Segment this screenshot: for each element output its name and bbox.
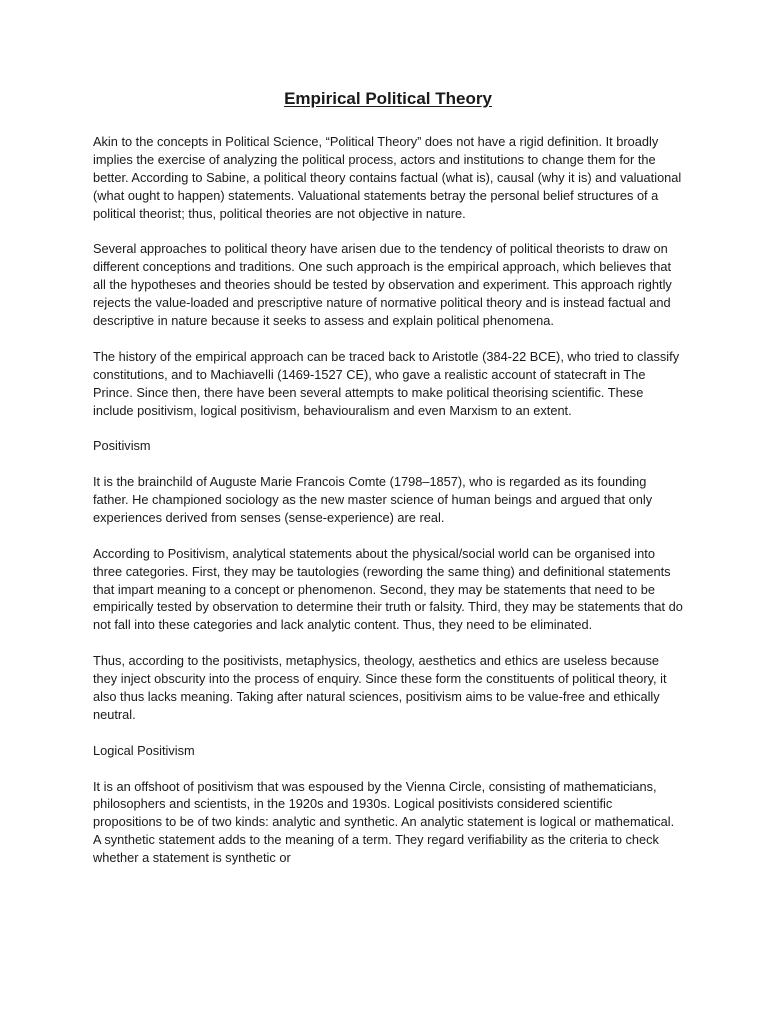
document-page (93, 88, 683, 885)
paragraph-approaches: Several approaches to political theory have arisen due to the tendency of political theorists to draw on different conceptions and traditions. One such approach is the empirical approach, which believes that all the hypotheses and theories should be tested by observation and experiment. This approach rightly rejects the value-loaded and prescriptive nature of normative political theory and is instead factual and descriptive in nature because it seeks to assess and explain political phenomena. (93, 241, 672, 329)
paragraph-vienna-circle: It is an offshoot of positivism that was espoused by the Vienna Circle, consisting of mathematicians, philosophers and scientists, in the 1920s and 1930s. Logical positivists considered scientific propositions to be of two kinds: analytic and synthetic. An analytic statement is logical or mathematical. A synthetic statement adds to the meaning of a term. They regard verifiability as the criteria to check whether a statement is synthetic or (93, 778, 675, 866)
paragraph-intro: Akin to the concepts in Political Science, “Political Theory” does not have a rigid definition. It broadly implies the exercise of analyzing the political process, actors and institutions to change them for the better. According to Sabine, a political theory contains factual (what is), causal (why it is) and valuational (what ought to happen) statements. Valuational statements betray the personal belief structures of a political theorist; thus, political theories are not objective in nature. (93, 134, 682, 221)
paragraph-categories: According to Positivism, analytical statements about the physical/social world can be organised into three categories. First, they may be tautologies (rewording the same thing) and definitional statements that impart meaning to a concept or phenomenon. Second, they may be statements that need to be empirically tested by observation to determine their truth or falsity. Third, they may be statements that do not fall into these categories and lack analytic content. Thus, they need to be eliminated. (93, 545, 683, 633)
paragraph-positivists: Thus, according to the positivists, metaphysics, theology, aesthetics and ethics are useless because they inject obscurity into the process of enquiry. Since these form the constituents of political theory, it also thus lacks meaning. Taking after natural sciences, positivism aims to be value-free and ethically neutral. (93, 653, 667, 722)
section-heading-positivism: Positivism (93, 438, 151, 454)
document-title: Empirical Political Theory (284, 89, 492, 108)
paragraph-history: The history of the empirical approach can be traced back to Aristotle (384-22 BCE), who tried to classify constitutions, and to Machiavelli (1469-1527 CE), who gave a realistic account of statecraft in The Prince. Since then, there have been several attempts to make political theorising scientific. These include positivism, logical positivism, behaviouralism and even Marxism to an extent. (93, 348, 680, 418)
paragraph-comte: It is the brainchild of Auguste Marie Francois Comte (1798–1857), who is regarded as its founding father. He championed sociology as the new master science of human beings and argued that only experiences derived from senses (sense-experience) are real. (93, 474, 653, 525)
section-heading-logical-positivism: Logical Positivism (93, 742, 195, 758)
